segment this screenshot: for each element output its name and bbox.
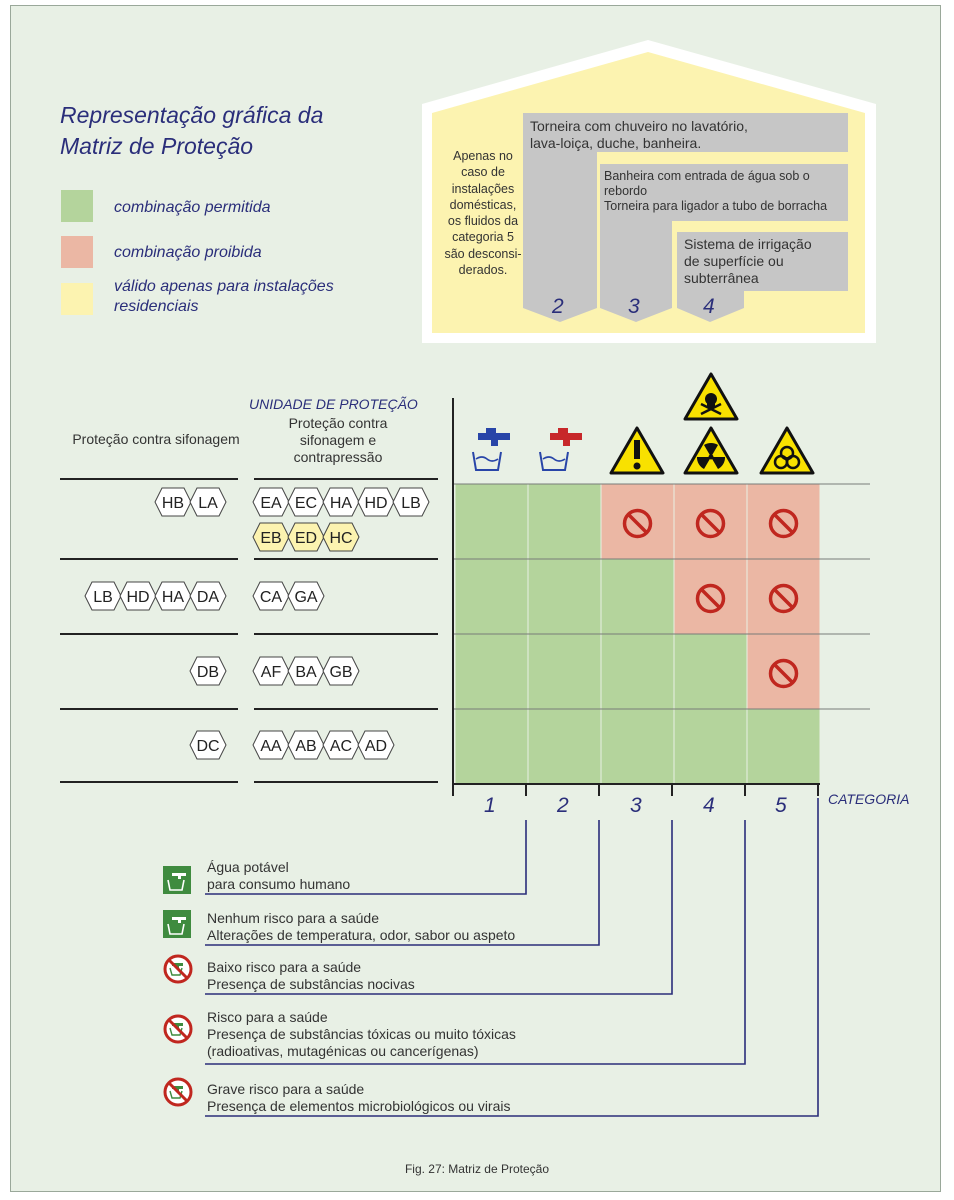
description-line: para consumo humano bbox=[207, 876, 351, 892]
protection-code-chip bbox=[288, 582, 324, 610]
protection-unit-subheader-line: contrapressão bbox=[293, 449, 383, 465]
description-line: Alterações de temperatura, odor, sabor ou aspeto bbox=[207, 927, 516, 943]
drinkable-water-icon-2 bbox=[163, 910, 191, 938]
matrix-cell-allowed bbox=[601, 709, 674, 784]
svg-text:AF: AF bbox=[260, 664, 282, 681]
protection-code-chip bbox=[288, 488, 324, 516]
description-line: Grave risco para a saúde bbox=[207, 1081, 365, 1097]
skull-warning-icon bbox=[685, 374, 737, 419]
svg-text:BA: BA bbox=[295, 664, 317, 681]
protection-unit-header: UNIDADE DE PROTEÇÃO bbox=[249, 396, 418, 412]
svg-text:AC: AC bbox=[329, 738, 353, 755]
matrix-cell-allowed bbox=[455, 559, 528, 634]
description-line: Risco para a saúde bbox=[207, 1009, 328, 1025]
matrix-cell-allowed bbox=[528, 559, 601, 634]
house-category-2: 2 bbox=[552, 295, 564, 318]
svg-text:LA: LA bbox=[198, 495, 218, 512]
house-note-line: instalações bbox=[451, 181, 515, 196]
protection-code-chip bbox=[358, 731, 394, 759]
category-2-examples bbox=[530, 118, 748, 152]
house-note-line: categoria 5 bbox=[452, 230, 514, 245]
protection-code-chip bbox=[120, 582, 156, 610]
protection-unit-subheader-line: sifonagem e bbox=[299, 432, 377, 448]
category-2-description bbox=[207, 910, 515, 944]
house-note-line: domésticas, bbox=[449, 197, 517, 212]
matrix-cell-allowed bbox=[528, 634, 601, 709]
svg-text:DB: DB bbox=[196, 664, 220, 681]
category-4-description bbox=[207, 1009, 516, 1060]
protection-code-chip bbox=[253, 582, 289, 610]
legend-forbidden-label: combinação proibida bbox=[114, 244, 262, 261]
category-4-example-line: de superfície ou bbox=[684, 253, 784, 269]
protection-code-chip bbox=[253, 488, 289, 516]
matrix-cell-allowed bbox=[601, 634, 674, 709]
protection-unit-codes bbox=[85, 488, 429, 759]
protection-code-chip bbox=[288, 657, 324, 685]
title-line-2: Matriz de Proteção bbox=[60, 133, 254, 159]
svg-text:LB: LB bbox=[401, 495, 421, 512]
category-1-description bbox=[207, 859, 350, 893]
house-note-line: Apenas no bbox=[453, 149, 513, 163]
house-note-line: caso de bbox=[461, 165, 505, 180]
category-4-example-line: subterrânea bbox=[684, 270, 759, 286]
svg-text:DC: DC bbox=[196, 738, 220, 755]
svg-text:ED: ED bbox=[294, 530, 318, 547]
protection-code-chip bbox=[323, 488, 359, 516]
category-axis-label: CATEGORIA bbox=[828, 791, 910, 807]
svg-text:HA: HA bbox=[161, 589, 185, 606]
red-tap-icon bbox=[540, 428, 582, 470]
protection-code-chip bbox=[155, 582, 191, 610]
category-5-description bbox=[207, 1081, 510, 1115]
protection-code-chip bbox=[323, 523, 359, 551]
svg-text:CA: CA bbox=[259, 589, 283, 606]
description-line: Nenhum risco para a saúde bbox=[207, 910, 379, 926]
category-4-examples bbox=[684, 236, 812, 287]
protection-code-chip bbox=[190, 488, 226, 516]
category-1-label: 1 bbox=[484, 794, 496, 817]
blue-tap-icon bbox=[473, 428, 510, 470]
protection-code-chip bbox=[323, 731, 359, 759]
category-3-description bbox=[207, 959, 415, 993]
svg-text:HD: HD bbox=[126, 589, 150, 606]
description-line: Presença de elementos microbiológicos ou virais bbox=[207, 1098, 511, 1114]
protection-code-chip bbox=[288, 731, 324, 759]
description-line: Presença de substâncias nocivas bbox=[207, 976, 415, 992]
svg-text:LB: LB bbox=[93, 589, 113, 606]
category-connectors bbox=[205, 798, 818, 1116]
legend-residential-line-1: válido apenas para instalações bbox=[114, 278, 334, 295]
svg-text:EC: EC bbox=[294, 495, 318, 512]
protection-code-chip bbox=[190, 657, 226, 685]
protection-code-chip bbox=[253, 731, 289, 759]
house-note-line: são desconsi- bbox=[444, 246, 522, 261]
protection-code-chip bbox=[190, 582, 226, 610]
category-2-example-line: Torneira com chuveiro no lavatório, bbox=[530, 118, 748, 134]
svg-text:EB: EB bbox=[260, 530, 282, 547]
backsiphon-header: Proteção contra sifonagem bbox=[72, 431, 240, 447]
svg-text:HA: HA bbox=[329, 495, 353, 512]
svg-text:AD: AD bbox=[364, 738, 388, 755]
house-category-3: 3 bbox=[628, 295, 640, 318]
radioactive-icon bbox=[685, 428, 737, 473]
category-2-label: 2 bbox=[557, 794, 569, 817]
category-2-example-line: lava-loiça, duche, banheira. bbox=[530, 135, 702, 151]
biohazard-icon bbox=[761, 428, 813, 473]
not-drinkable-icon-3 bbox=[165, 1079, 191, 1105]
protection-code-chip bbox=[253, 523, 289, 551]
protection-unit-subheader-line: Proteção contra bbox=[288, 415, 388, 431]
warning-icon bbox=[611, 428, 663, 473]
figure-caption: Fig. 27: Matriz de Proteção bbox=[404, 1162, 550, 1176]
description-line: (radioativas, mutagénicas ou cancerígenas) bbox=[207, 1043, 479, 1059]
matrix-cell-allowed bbox=[528, 484, 601, 559]
legend-residential-line-2: residenciais bbox=[114, 298, 199, 315]
category-3-examples bbox=[604, 169, 827, 214]
category-3-example-line: Banheira com entrada de água sob o bbox=[604, 169, 810, 183]
matrix-cell-allowed bbox=[455, 484, 528, 559]
matrix-cell-allowed bbox=[674, 634, 747, 709]
svg-text:HB: HB bbox=[161, 495, 185, 512]
legend-allowed-label: combinação permitida bbox=[114, 199, 271, 216]
house-note bbox=[438, 148, 528, 278]
not-drinkable-icon-1 bbox=[165, 956, 191, 982]
matrix-cell-allowed bbox=[601, 559, 674, 634]
svg-text:HD: HD bbox=[364, 495, 388, 512]
description-line: Presença de substâncias tóxicas ou muito tóxicas bbox=[207, 1026, 516, 1042]
category-3-example-line: Torneira para ligador a tubo de borracha bbox=[604, 199, 828, 213]
description-line: Baixo risco para a saúde bbox=[207, 959, 362, 975]
protection-code-chip bbox=[190, 731, 226, 759]
protection-code-chip bbox=[323, 657, 359, 685]
house-note-line: os fluidos da bbox=[447, 214, 519, 229]
matrix-cell-allowed bbox=[455, 634, 528, 709]
matrix-cell-allowed bbox=[747, 709, 820, 784]
protection-code-chip bbox=[358, 488, 394, 516]
category-3-example-line: rebordo bbox=[604, 184, 648, 198]
category-5-label: 5 bbox=[775, 794, 787, 817]
description-line: Água potável bbox=[207, 859, 289, 875]
house-note-line: derados. bbox=[458, 263, 508, 278]
matrix-cell-allowed bbox=[455, 709, 528, 784]
svg-text:AA: AA bbox=[260, 738, 282, 755]
category-3-label: 3 bbox=[630, 794, 642, 817]
matrix-cell-allowed bbox=[528, 709, 601, 784]
matrix-cell-allowed bbox=[674, 709, 747, 784]
svg-text:AB: AB bbox=[295, 738, 317, 755]
protection-code-chip bbox=[288, 523, 324, 551]
protection-code-chip bbox=[393, 488, 429, 516]
house-category-4: 4 bbox=[703, 295, 715, 318]
protection-unit-subheader bbox=[258, 415, 418, 466]
category-4-example-line: Sistema de irrigação bbox=[684, 236, 812, 252]
svg-text:HC: HC bbox=[329, 530, 353, 547]
drinkable-water-icon-1 bbox=[163, 866, 191, 894]
svg-text:GB: GB bbox=[329, 664, 353, 681]
category-4-label: 4 bbox=[703, 794, 715, 817]
protection-matrix bbox=[453, 484, 870, 784]
svg-text:GA: GA bbox=[294, 589, 318, 606]
svg-text:DA: DA bbox=[196, 589, 220, 606]
not-drinkable-icon-2 bbox=[165, 1016, 191, 1042]
title-line-1: Representação gráfica da bbox=[60, 102, 324, 128]
svg-text:EA: EA bbox=[260, 495, 282, 512]
protection-code-chip bbox=[155, 488, 191, 516]
protection-code-chip bbox=[253, 657, 289, 685]
protection-code-chip bbox=[85, 582, 121, 610]
